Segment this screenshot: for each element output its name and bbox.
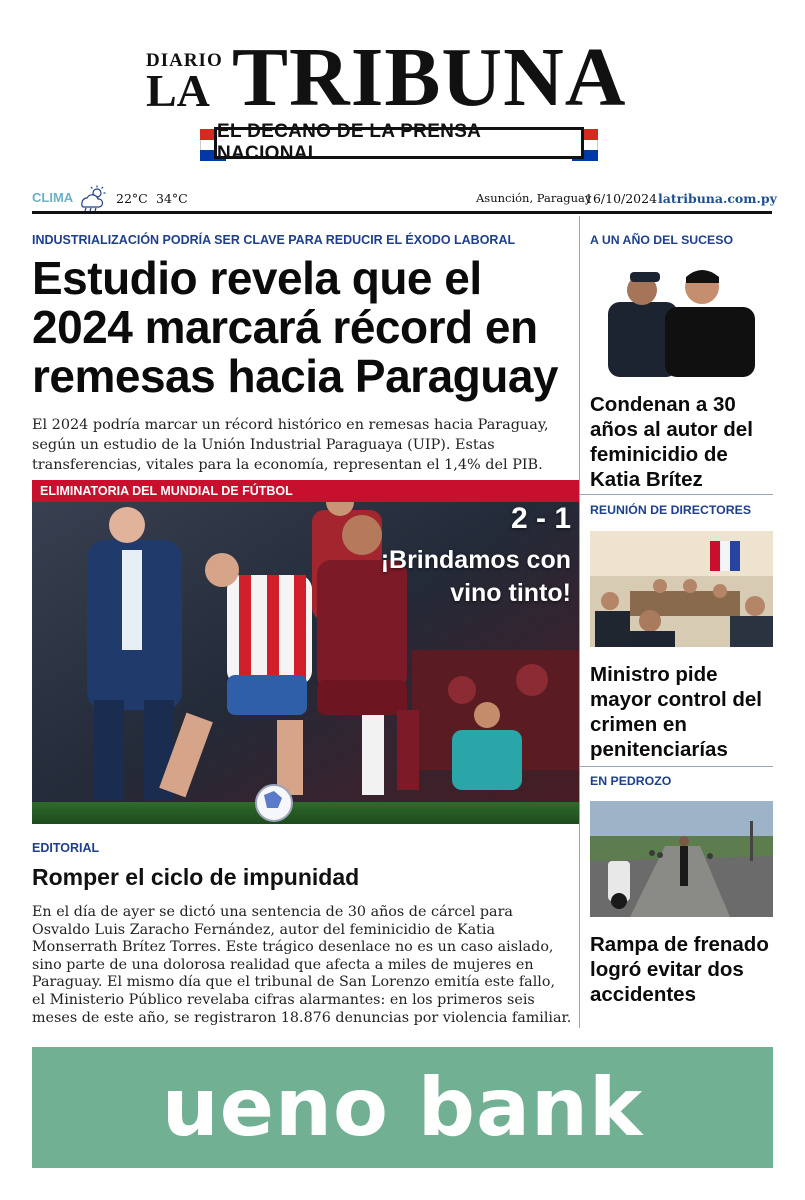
masthead — [0, 0, 805, 180]
match-score: 2 - 1 — [510, 502, 571, 535]
temperature-min: 22°C — [116, 191, 148, 206]
sidebar-headline-1[interactable]: Condenan a 30 años al autor del feminicidio de Katia Brítez — [590, 393, 753, 491]
location-text: Asunción, Paraguay — [476, 191, 592, 205]
ad-brand-text: ueno bank — [161, 1061, 644, 1154]
sidebar-headline-2[interactable]: Ministro pide mayor control del crimen en penitenciarías — [590, 663, 763, 761]
editorial-title[interactable]: Romper el ciclo de impunidad — [32, 864, 360, 890]
main-story-kicker: INDUSTRIALIZACIÓN PODRÍA SER CLAVE PARA REDUCIR EL ÉXODO LABORAL — [32, 233, 516, 247]
sidebar-headline-3[interactable]: Rampa de frenado logró evitar dos accidentes — [590, 933, 769, 1006]
clima-label: CLIMA — [32, 190, 74, 205]
sidebar-divider — [579, 216, 580, 1028]
motto-banner — [200, 121, 598, 164]
sidebar-rule — [580, 494, 773, 495]
sidebar-kicker-2: REUNIÓN DE DIRECTORES — [590, 503, 752, 517]
editorial-kicker: EDITORIAL — [32, 841, 100, 855]
logo-tribuna-text: TRIBUNA — [232, 31, 627, 124]
football-match-photo — [32, 480, 579, 824]
sidebar-photo-3 — [590, 801, 773, 917]
date-text: 16/10/2024 — [585, 191, 658, 206]
cloud-rain-sun-icon — [76, 184, 110, 212]
sidebar-kicker-3: EN PEDROZO — [590, 774, 672, 788]
sidebar-rule — [580, 766, 773, 767]
football-photo-story[interactable] — [32, 480, 579, 824]
sidebar-photo-1 — [590, 262, 773, 377]
advertisement-banner[interactable] — [32, 1047, 773, 1168]
photo-story-label: ELIMINATORIA DEL MUNDIAL DE FÚTBOL — [32, 480, 579, 502]
sidebar-photo-2 — [590, 531, 773, 647]
motto-text: EL DECANO DE LA PRENSA NACIONAL — [214, 127, 584, 159]
main-story-lead: El 2024 podría marcar un récord histórico en remesas hacia Paraguay, según un estudio de la Unión Industrial Paraguaya (UIP). Estas transferencias, vitales para la economía, representan el 1,4% del PIB. — [32, 417, 549, 473]
sidebar-kicker-1: A UN AÑO DEL SUCESO — [590, 233, 734, 247]
logo-diario-text: DIARIO — [146, 50, 223, 71]
main-story-headline[interactable]: Estudio revela que el 2024 marcará récord en remesas hacia Paraguay — [32, 252, 559, 402]
temperature-max: 34°C — [156, 191, 188, 206]
logo-la-text: LA — [146, 65, 210, 116]
photo-story-caption: ¡Brindamos con vino tinto! — [380, 546, 571, 607]
website-link[interactable]: latribuna.com.py — [658, 191, 777, 206]
info-bar — [32, 184, 777, 214]
editorial-body: En el día de ayer se dictó una sentencia de 30 años de cárcel para Osvaldo Luis Zaracho Fernández, autor del feminicidio de Katia Monserrath Brítez Torres. Este trágico desenlace no es un caso aislado, sino parte de una dolorosa realidad que afecta a miles de mujeres en Paraguay. El mismo día que el tribunal de San Lorenzo emitía este fallo, el Ministerio Público revelaba cifras alarmantes: en los primeros seis meses de este año, se registraron 18.876 denuncias por violencia familiar. — [32, 904, 572, 1026]
